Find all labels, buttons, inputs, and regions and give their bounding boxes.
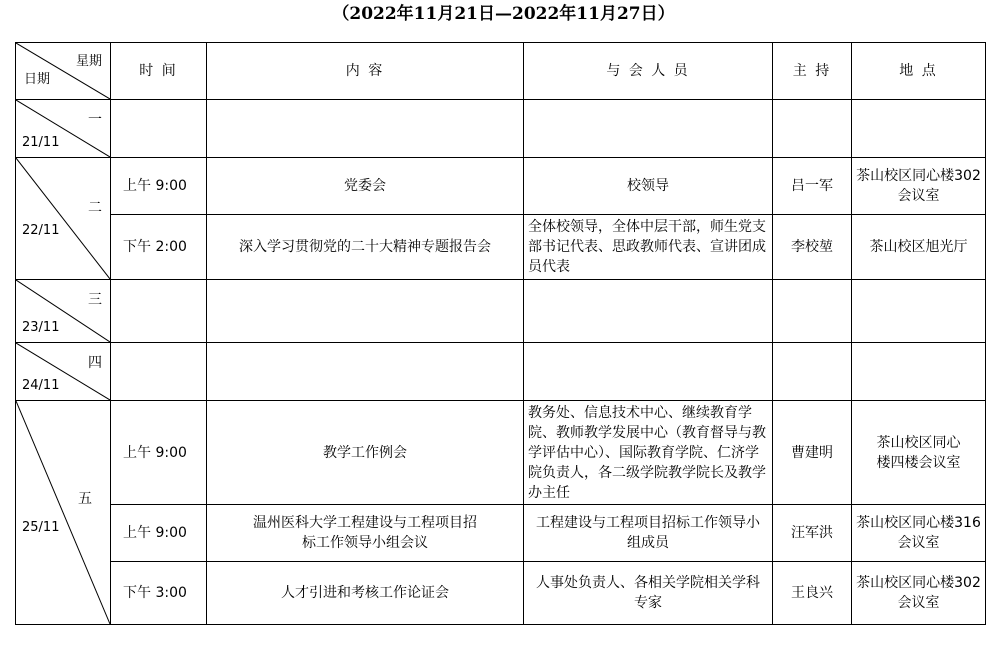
weekday-label: 一	[88, 112, 102, 128]
weekday-label: 二	[88, 200, 102, 216]
header-attendees: 与 会 人 员	[524, 43, 773, 100]
table-row	[16, 158, 986, 215]
host-cell: 王良兴	[773, 562, 852, 625]
date-label: 24/11	[22, 378, 60, 393]
host-cell: 汪军洪	[773, 505, 852, 562]
location-cell: 茶山校区旭光厅	[852, 215, 986, 280]
empty-cell	[111, 100, 207, 158]
table-row	[16, 505, 986, 562]
time-cell: 上午 9:00	[111, 158, 207, 215]
empty-cell	[773, 280, 852, 343]
day-cell-tue	[16, 158, 111, 280]
empty-cell	[524, 280, 773, 343]
empty-cell	[207, 280, 524, 343]
empty-cell	[852, 100, 986, 158]
date-label: 21/11	[22, 135, 60, 150]
location-cell: 茶山校区同心楼302会议室	[852, 158, 986, 215]
empty-cell	[852, 280, 986, 343]
attendees-cell: 工程建设与工程项目招标工作领导小组成员	[524, 505, 773, 562]
content-cell: 温州医科大学工程建设与工程项目招标工作领导小组会议	[207, 505, 524, 562]
attendees-cell: 全体校领导，全体中层干部，师生党支部书记代表、思政教师代表、宣讲团成员代表	[524, 215, 773, 280]
header-time: 时 间	[111, 43, 207, 100]
weekday-label: 五	[78, 491, 92, 507]
table-row	[16, 280, 986, 343]
attendees-cell: 校领导	[524, 158, 773, 215]
header-host: 主 持	[773, 43, 852, 100]
day-cell-thu	[16, 343, 111, 401]
date-label: 23/11	[22, 320, 60, 335]
day-cell-fri	[16, 401, 111, 625]
table-row	[16, 562, 986, 625]
table-row	[16, 343, 986, 401]
table-row	[16, 215, 986, 280]
weekday-label: 三	[88, 292, 102, 308]
schedule-table	[15, 42, 986, 625]
diagonal-line	[16, 401, 110, 624]
time-cell: 下午 3:00	[111, 562, 207, 625]
day-cell-wed	[16, 280, 111, 343]
attendees-cell: 教务处、信息技术中心、继续教育学院、教师教学发展中心（教育督导与教学评估中心）、国际教育学院、仁济学院负责人，各二级学院教学院长及教学办主任	[524, 401, 773, 505]
host-cell: 李校堃	[773, 215, 852, 280]
empty-cell	[111, 280, 207, 343]
date-label: 25/11	[22, 520, 60, 535]
content-cell: 人才引进和考核工作论证会	[207, 562, 524, 625]
weekday-label: 四	[88, 355, 102, 371]
header-corner-cell	[16, 43, 111, 100]
content-cell: 深入学习贯彻党的二十大精神专题报告会	[207, 215, 524, 280]
empty-cell	[524, 100, 773, 158]
time-cell: 上午 9:00	[111, 401, 207, 505]
content-cell: 教学工作例会	[207, 401, 524, 505]
page-title: （2022年11月21日—2022年11月27日）	[332, 4, 675, 24]
empty-cell	[852, 343, 986, 401]
header-weekday-label: 星期	[75, 54, 102, 69]
empty-cell	[207, 100, 524, 158]
empty-cell	[111, 343, 207, 401]
time-cell: 下午 2:00	[111, 215, 207, 280]
empty-cell	[773, 343, 852, 401]
diagonal-line	[16, 158, 110, 279]
empty-cell	[207, 343, 524, 401]
header-location: 地 点	[852, 43, 986, 100]
content-cell: 党委会	[207, 158, 524, 215]
empty-cell	[524, 343, 773, 401]
date-label: 22/11	[22, 223, 60, 238]
empty-cell	[773, 100, 852, 158]
host-cell: 曹建明	[773, 401, 852, 505]
header-date-label: 日期	[24, 72, 51, 87]
location-cell: 茶山校区同心楼四楼会议室	[852, 401, 986, 505]
table-row	[16, 401, 986, 505]
host-cell: 吕一军	[773, 158, 852, 215]
table-row	[16, 100, 986, 158]
time-cell: 上午 9:00	[111, 505, 207, 562]
day-cell-mon	[16, 100, 111, 158]
header-row	[16, 43, 986, 100]
location-cell: 茶山校区同心楼316会议室	[852, 505, 986, 562]
location-cell: 茶山校区同心楼302会议室	[852, 562, 986, 625]
attendees-cell: 人事处负责人、各相关学院相关学科专家	[524, 562, 773, 625]
header-content: 内 容	[207, 43, 524, 100]
